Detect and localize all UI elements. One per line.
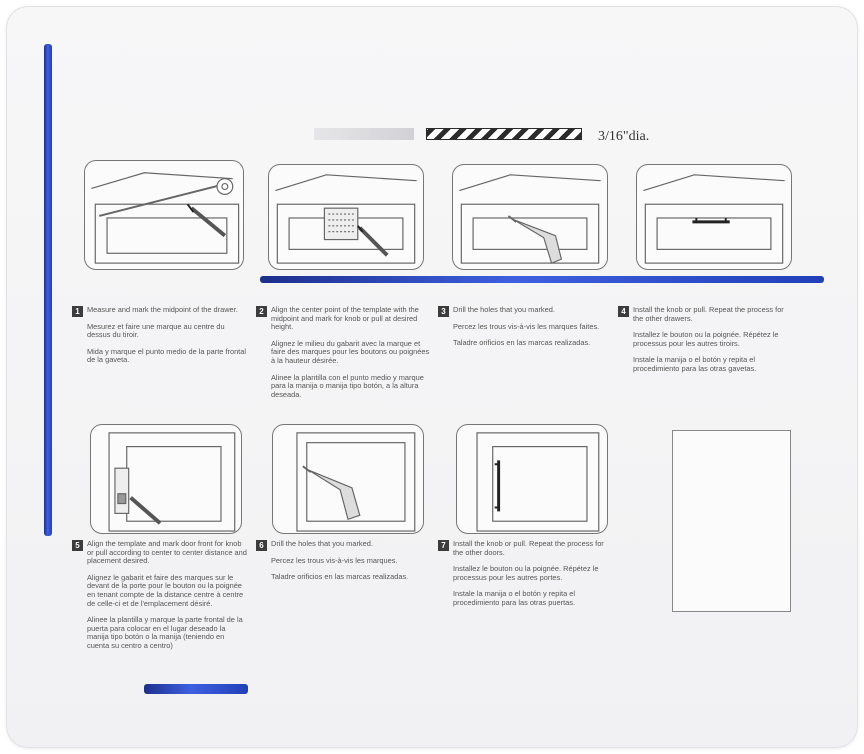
step-text-es: Alinee la plantilla y marque la parte frontal de la puerta para colocar en el lugar deseado la manija tipo botón o la manija (teniendo en cuenta su centro a centro) (87, 615, 243, 650)
step-text-en: Measure and mark the midpoint of the drawer. (87, 305, 238, 314)
hole-gauge-gray (314, 128, 414, 140)
step-text-es: Taladre orificios en las marcas realizadas. (271, 572, 409, 582)
step-number: 5 (72, 540, 83, 551)
drawer-template-icon (268, 164, 424, 270)
step-1 (72, 306, 248, 373)
step-text-es: Instale la manija o el botón y repita el procedimiento para las otras puertas. (453, 589, 576, 607)
step-3 (438, 306, 614, 356)
step-number: 2 (256, 306, 267, 317)
template-board (6, 6, 858, 748)
blue-edge-bottom (144, 684, 248, 694)
step-text-en: Install the knob or pull. Repeat the process for the other drawers. (633, 305, 784, 323)
door-pull-icon (456, 424, 608, 534)
step-2 (256, 306, 432, 407)
blue-edge-middle (260, 276, 824, 283)
step-text-en: Install the knob or pull. Repeat the process for the other doors. (453, 539, 604, 557)
hole-gauge-hatch (426, 128, 582, 140)
step-text-en: Align the center point of the template with the midpoint and mark for knob or pull at desired height. (271, 305, 419, 332)
step-number: 3 (438, 306, 449, 317)
step-number: 7 (438, 540, 449, 551)
step-text-fr: Installez le bouton ou la poignée. Répétez le processus pour les autres tiroirs. (633, 330, 779, 348)
drawer-measure-icon (84, 160, 244, 270)
door-drill-icon (272, 424, 424, 534)
step-text-en: Align the template and mark door front for knob or pull according to center to center distance and placement desired. (87, 539, 247, 566)
step-text-fr: Alignez le gabarit et faire des marques sur le devant de la porte pour le bouton ou la poignée en tenant compte de la distance centre à centre de celle-ci et de l'emplacement désiré. (87, 572, 244, 608)
step-number: 4 (618, 306, 629, 317)
step-text-es: Alinee la plantilla con el punto medio y marque para la manija o manija tipo botón, a la altura deseada. (271, 372, 424, 399)
step-text-fr: Percez les trous vis-à-vis les marques faites. (453, 321, 600, 331)
step-text-en: Drill the holes that you marked. (271, 539, 373, 548)
step-text-fr: Mesurez et faire une marque au centre du dessus du tiroir. (87, 321, 225, 340)
blue-edge-left (44, 44, 52, 536)
step-text-es: Instale la manija o el botón y repita el procedimiento para las otras gavetas. (633, 355, 757, 373)
step-5 (72, 540, 248, 659)
drawer-pull-icon (636, 164, 792, 270)
drawer-drill-icon (452, 164, 608, 270)
door-template-icon (90, 424, 242, 534)
step-7 (438, 540, 614, 616)
step-number: 1 (72, 306, 83, 317)
drill-size-label: 3/16"dia. (598, 129, 650, 144)
blank-panel (672, 430, 791, 612)
step-text-fr: Alignez le milieu du gabarit avec la marque et faire des marques pour les boutons ou poignées à la hauteur désirée. (271, 338, 430, 365)
step-number: 6 (256, 540, 267, 551)
step-text-es: Mida y marque el punto medio de la parte frontal de la gaveta. (87, 346, 246, 365)
step-6 (256, 540, 432, 590)
step-text-fr: Installez le bouton ou la poignée. Répétez le processus pour les autres portes. (453, 564, 599, 582)
step-4 (618, 306, 794, 382)
step-text-fr: Percez les trous vis-à-vis les marques. (271, 555, 398, 565)
step-text-es: Taladre orificios en las marcas realizadas. (453, 338, 591, 348)
step-text-en: Drill the holes that you marked. (453, 305, 555, 314)
